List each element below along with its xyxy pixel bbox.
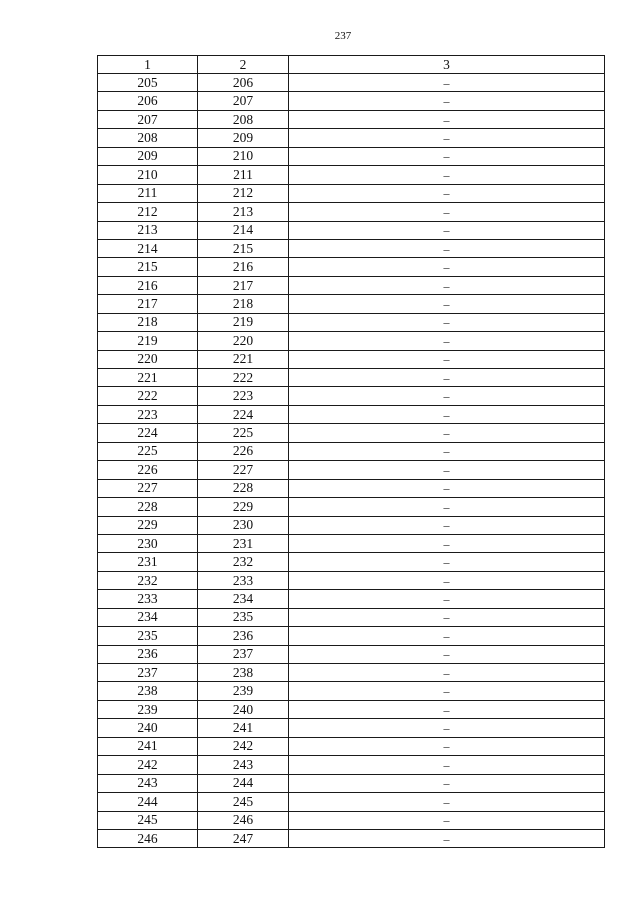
table-cell-col-3: – — [289, 239, 605, 257]
table-header-row — [98, 56, 605, 74]
table-cell-col-1: 234 — [98, 608, 198, 626]
table-cell-col-1: 235 — [98, 627, 198, 645]
table-cell-col-2: 227 — [198, 461, 289, 479]
table-cell-col-3: – — [289, 553, 605, 571]
table-row — [98, 590, 605, 608]
table-row — [98, 239, 605, 257]
column-header-3: 3 — [289, 56, 605, 74]
table-cell-col-2: 239 — [198, 682, 289, 700]
table-row — [98, 682, 605, 700]
table-cell-col-3: – — [289, 110, 605, 128]
table-row — [98, 184, 605, 202]
table-cell-col-1: 217 — [98, 295, 198, 313]
table-cell-col-3: – — [289, 479, 605, 497]
table-cell-col-3: – — [289, 811, 605, 829]
table-cell-col-2: 235 — [198, 608, 289, 626]
table-cell-col-1: 237 — [98, 664, 198, 682]
table-row — [98, 700, 605, 718]
table-row — [98, 313, 605, 331]
table-cell-col-3: – — [289, 700, 605, 718]
table-cell-col-2: 209 — [198, 129, 289, 147]
table-row — [98, 332, 605, 350]
table-cell-col-2: 237 — [198, 645, 289, 663]
table-cell-col-3: – — [289, 295, 605, 313]
table-cell-col-1: 245 — [98, 811, 198, 829]
table-cell-col-1: 236 — [98, 645, 198, 663]
table-row — [98, 756, 605, 774]
table-cell-col-2: 213 — [198, 203, 289, 221]
table-cell-col-3: – — [289, 534, 605, 552]
table-cell-col-3: – — [289, 682, 605, 700]
table-cell-col-3: – — [289, 571, 605, 589]
table-row — [98, 110, 605, 128]
table-cell-col-2: 208 — [198, 110, 289, 128]
table-cell-col-1: 241 — [98, 737, 198, 755]
table-cell-col-2: 224 — [198, 405, 289, 423]
table-cell-col-2: 214 — [198, 221, 289, 239]
table-cell-col-1: 243 — [98, 774, 198, 792]
table-cell-col-3: – — [289, 645, 605, 663]
table-row — [98, 829, 605, 847]
table-cell-col-2: 234 — [198, 590, 289, 608]
table-row — [98, 664, 605, 682]
table-cell-col-1: 209 — [98, 147, 198, 165]
table-cell-col-1: 233 — [98, 590, 198, 608]
table-cell-col-1: 222 — [98, 387, 198, 405]
table-cell-col-2: 211 — [198, 166, 289, 184]
table-cell-col-2: 247 — [198, 829, 289, 847]
table-cell-col-3: – — [289, 313, 605, 331]
table-cell-col-3: – — [289, 221, 605, 239]
table-row — [98, 350, 605, 368]
table-row — [98, 295, 605, 313]
table-cell-col-3: – — [289, 166, 605, 184]
table-row — [98, 369, 605, 387]
table-cell-col-3: – — [289, 664, 605, 682]
table-cell-col-2: 243 — [198, 756, 289, 774]
table-cell-col-3: – — [289, 461, 605, 479]
table-cell-col-1: 242 — [98, 756, 198, 774]
table-cell-col-1: 238 — [98, 682, 198, 700]
table-cell-col-2: 212 — [198, 184, 289, 202]
table-row — [98, 774, 605, 792]
table-cell-col-1: 215 — [98, 258, 198, 276]
table-cell-col-1: 240 — [98, 719, 198, 737]
data-table — [97, 55, 605, 848]
table-cell-col-3: – — [289, 627, 605, 645]
table-cell-col-1: 216 — [98, 276, 198, 294]
table-cell-col-1: 214 — [98, 239, 198, 257]
table-cell-col-1: 227 — [98, 479, 198, 497]
page-number: 237 — [334, 30, 352, 42]
table-cell-col-2: 245 — [198, 793, 289, 811]
table-cell-col-1: 212 — [98, 203, 198, 221]
table-cell-col-2: 238 — [198, 664, 289, 682]
table-cell-col-1: 225 — [98, 442, 198, 460]
table-row — [98, 92, 605, 110]
table-cell-col-3: – — [289, 608, 605, 626]
table-row — [98, 461, 605, 479]
table-cell-col-3: – — [289, 369, 605, 387]
table-row — [98, 221, 605, 239]
table-row — [98, 793, 605, 811]
table-cell-col-2: 220 — [198, 332, 289, 350]
table-cell-col-2: 207 — [198, 92, 289, 110]
table-cell-col-1: 206 — [98, 92, 198, 110]
table-cell-col-3: – — [289, 387, 605, 405]
table-row — [98, 608, 605, 626]
table-row — [98, 553, 605, 571]
table-cell-col-2: 206 — [198, 74, 289, 92]
table-cell-col-3: – — [289, 258, 605, 276]
table-cell-col-1: 232 — [98, 571, 198, 589]
table-row — [98, 405, 605, 423]
table-cell-col-2: 242 — [198, 737, 289, 755]
table-cell-col-1: 219 — [98, 332, 198, 350]
table-cell-col-2: 240 — [198, 700, 289, 718]
table-cell-col-2: 216 — [198, 258, 289, 276]
table-cell-col-3: – — [289, 276, 605, 294]
table-cell-col-3: – — [289, 424, 605, 442]
table-row — [98, 276, 605, 294]
table-cell-col-1: 244 — [98, 793, 198, 811]
table-cell-col-2: 233 — [198, 571, 289, 589]
table-cell-col-3: – — [289, 590, 605, 608]
table-row — [98, 203, 605, 221]
table-cell-col-3: – — [289, 774, 605, 792]
table-cell-col-1: 223 — [98, 405, 198, 423]
table-cell-col-3: – — [289, 350, 605, 368]
table-cell-col-1: 210 — [98, 166, 198, 184]
table-cell-col-1: 228 — [98, 498, 198, 516]
table-cell-col-1: 207 — [98, 110, 198, 128]
table-cell-col-2: 210 — [198, 147, 289, 165]
table-cell-col-3: – — [289, 756, 605, 774]
table-cell-col-2: 221 — [198, 350, 289, 368]
table-cell-col-3: – — [289, 793, 605, 811]
table-cell-col-1: 208 — [98, 129, 198, 147]
table-cell-col-1: 221 — [98, 369, 198, 387]
table-cell-col-2: 215 — [198, 239, 289, 257]
table-cell-col-2: 223 — [198, 387, 289, 405]
table-row — [98, 387, 605, 405]
table-cell-col-3: – — [289, 405, 605, 423]
table-row — [98, 737, 605, 755]
table-cell-col-2: 225 — [198, 424, 289, 442]
table-cell-col-1: 226 — [98, 461, 198, 479]
table-cell-col-2: 217 — [198, 276, 289, 294]
table-cell-col-1: 211 — [98, 184, 198, 202]
table-cell-col-1: 231 — [98, 553, 198, 571]
table-cell-col-1: 224 — [98, 424, 198, 442]
table-cell-col-2: 228 — [198, 479, 289, 497]
table-row — [98, 166, 605, 184]
table-cell-col-3: – — [289, 203, 605, 221]
table-row — [98, 627, 605, 645]
table-cell-col-1: 220 — [98, 350, 198, 368]
table-cell-col-3: – — [289, 147, 605, 165]
table-cell-col-2: 230 — [198, 516, 289, 534]
table-cell-col-3: – — [289, 829, 605, 847]
table-cell-col-3: – — [289, 184, 605, 202]
table-cell-col-2: 218 — [198, 295, 289, 313]
table-cell-col-2: 219 — [198, 313, 289, 331]
table-row — [98, 498, 605, 516]
table-row — [98, 516, 605, 534]
table-cell-col-1: 218 — [98, 313, 198, 331]
table-cell-col-2: 246 — [198, 811, 289, 829]
table-cell-col-2: 244 — [198, 774, 289, 792]
table-cell-col-3: – — [289, 498, 605, 516]
table-row — [98, 534, 605, 552]
table-cell-col-1: 246 — [98, 829, 198, 847]
table-row — [98, 811, 605, 829]
table-cell-col-2: 222 — [198, 369, 289, 387]
table-row — [98, 147, 605, 165]
table-cell-col-3: – — [289, 129, 605, 147]
table-cell-col-2: 241 — [198, 719, 289, 737]
table-row — [98, 74, 605, 92]
table-cell-col-1: 205 — [98, 74, 198, 92]
table-cell-col-2: 231 — [198, 534, 289, 552]
table-row — [98, 479, 605, 497]
table-cell-col-3: – — [289, 442, 605, 460]
table-row — [98, 442, 605, 460]
table-row — [98, 258, 605, 276]
table-row — [98, 645, 605, 663]
table-cell-col-1: 239 — [98, 700, 198, 718]
table-cell-col-2: 229 — [198, 498, 289, 516]
table-cell-col-1: 213 — [98, 221, 198, 239]
table-cell-col-1: 229 — [98, 516, 198, 534]
table-cell-col-3: – — [289, 516, 605, 534]
table-row — [98, 424, 605, 442]
table-row — [98, 571, 605, 589]
table-cell-col-2: 226 — [198, 442, 289, 460]
table-row — [98, 719, 605, 737]
table-cell-col-3: – — [289, 737, 605, 755]
table-cell-col-3: – — [289, 92, 605, 110]
table-row — [98, 129, 605, 147]
table-cell-col-3: – — [289, 332, 605, 350]
column-header-1: 1 — [98, 56, 198, 74]
table-body — [98, 74, 605, 848]
table-cell-col-2: 232 — [198, 553, 289, 571]
table-cell-col-2: 236 — [198, 627, 289, 645]
table-cell-col-1: 230 — [98, 534, 198, 552]
table-cell-col-3: – — [289, 719, 605, 737]
table-cell-col-3: – — [289, 74, 605, 92]
column-header-2: 2 — [198, 56, 289, 74]
